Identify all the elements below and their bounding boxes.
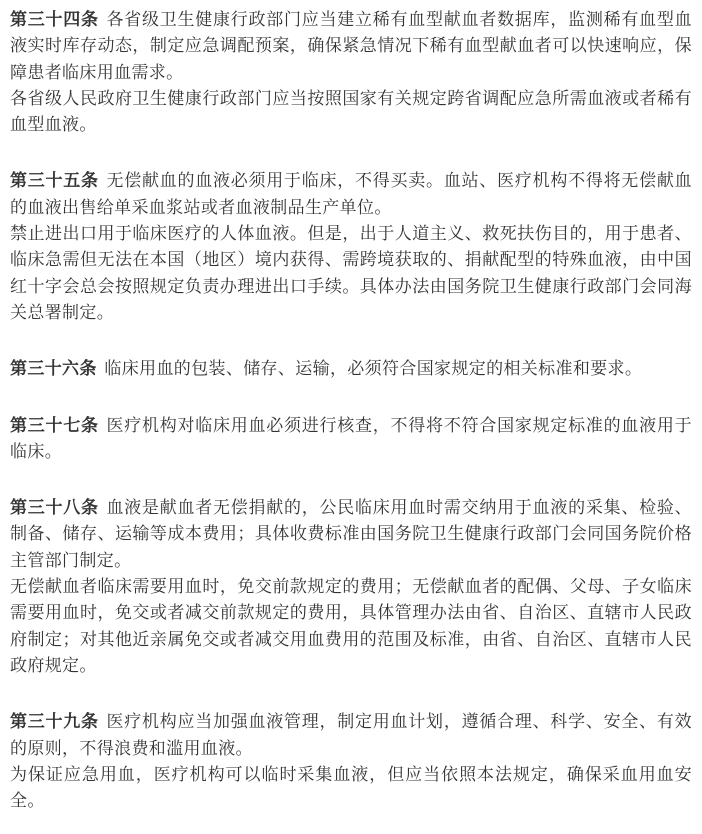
article-paragraph <box>10 168 692 221</box>
article-39 <box>10 709 692 814</box>
article-number: 第三十四条 <box>10 10 99 30</box>
article-number: 第三十六条 <box>10 359 97 380</box>
article-text: 无偿献血的血液必须用于临床，不得买卖。血站、医疗机构不得将无偿献血的血液出售给单采血浆站或者血液制品生产单位。 <box>10 171 692 218</box>
article-text: 为保证应急用血，医疗机构可以临时采集血液，但应当依照本法规定，确保采血用血安全。 <box>10 764 692 812</box>
article-38 <box>10 495 692 679</box>
article-34 <box>10 7 692 138</box>
article-number: 第三十七条 <box>10 415 99 436</box>
article-number: 第三十九条 <box>10 712 99 733</box>
article-paragraph <box>10 709 692 762</box>
article-paragraph <box>10 413 692 466</box>
article-paragraph <box>10 86 692 139</box>
article-36 <box>10 356 692 382</box>
article-number: 第三十五条 <box>10 171 99 192</box>
article-text: 各省级卫生健康行政部门应当建立稀有血型献血者数据库，监测稀有血型血液实时库存动态，制定应急调配预案，确保紧急情况下稀有血型献血者可以快速响应，保障患者临床用血需求。 <box>10 10 692 83</box>
article-text: 无偿献血者临床需要用血时，免交前款规定的费用；无偿献血者的配偶、父母、子女临床需要用血时，免交或者减交前款规定的费用，具体管理办法由省、自治区、直辖市人民政府制定；对其他近亲属免交或者减交用血费用的范围及标准，由省、自治区、直辖市人民政府规定。 <box>10 577 692 676</box>
article-text: 禁止进出口用于临床医疗的人体血液。但是，出于人道主义、救死扶伤目的，用于患者、临床急需但无法在本国（地区）境内获得、需跨境获取的、捐献配型的特殊血液，由中国红十字会总会按照规定负责办理进出口手续。具体办法由国务院卫生健康行政部门会同海关总署制定。 <box>10 224 692 323</box>
article-paragraph <box>10 495 692 574</box>
article-paragraph <box>10 356 692 382</box>
article-text: 血液是献血者无偿捐献的，公民临床用血时需交纳用于血液的采集、检验、制备、储存、运输等成本费用；具体收费标准由国务院卫生健康行政部门会同国务院价格主管部门制定。 <box>10 498 692 571</box>
article-text: 各省级人民政府卫生健康行政部门应当按照国家有关规定跨省调配应急所需血液或者稀有血型血液。 <box>10 88 692 136</box>
article-paragraph <box>10 221 692 326</box>
article-text: 医疗机构应当加强血液管理，制定用血计划，遵循合理、科学、安全、有效的原则，不得浪费和滥用血液。 <box>10 712 692 759</box>
article-paragraph <box>10 7 692 86</box>
article-37 <box>10 413 692 466</box>
article-text: 临床用血的包装、储存、运输，必须符合国家规定的相关标准和要求。 <box>104 359 643 380</box>
article-number: 第三十八条 <box>10 498 99 519</box>
article-paragraph <box>10 574 692 679</box>
article-text: 医疗机构对临床用血必须进行核查，不得将不符合国家规定标准的血液用于临床。 <box>10 415 692 462</box>
article-paragraph <box>10 762 692 815</box>
article-35 <box>10 168 692 326</box>
